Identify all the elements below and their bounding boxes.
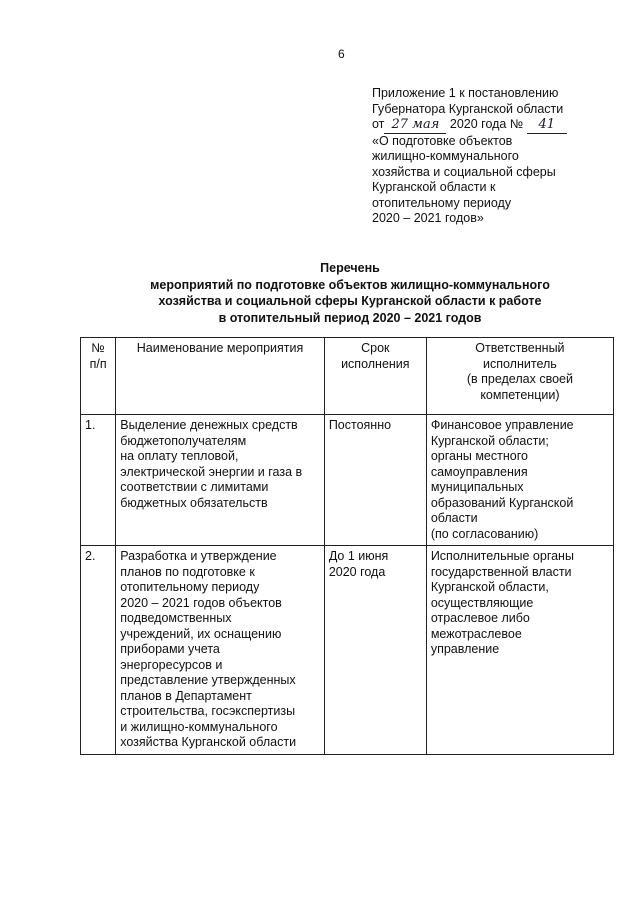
table-row (81, 546, 614, 755)
appendix-date-line (372, 117, 632, 134)
cell-line: До 1 июня (328, 549, 389, 563)
header-text: Срок (361, 341, 390, 355)
cell-line: самоуправления (430, 464, 528, 479)
header-text: п/п (89, 356, 107, 371)
appendix-line: Губернатора Курганской области (372, 101, 564, 116)
cell-line: Курганской области; (430, 433, 549, 448)
appendix-line: «О подготовке объектов (372, 133, 513, 148)
cell-line: учреждений, их оснащению (120, 626, 282, 641)
cell-line: государственной власти (430, 564, 572, 579)
appendix-line: Курганской области к (372, 180, 496, 194)
header-text: компетенции) (480, 387, 560, 402)
cell-line: на оплату тепловой, (120, 449, 239, 463)
cell-line: (по согласованию) (430, 526, 539, 541)
cell-line: Разработка и утверждение (120, 549, 277, 563)
appendix-from-prefix: от (372, 117, 385, 131)
table-row (81, 415, 614, 546)
cell-line: соответствии с лимитами (120, 480, 269, 494)
header-text: Наименование мероприятия (136, 341, 304, 355)
header-responsible (426, 338, 613, 415)
header-num (81, 338, 116, 415)
cell-line: бюджетных обязательств (120, 495, 268, 510)
cell-line: Курганской области, (430, 580, 549, 594)
cell-line: осуществляющие (430, 595, 534, 610)
appendix-line: отопительному периоду (372, 195, 512, 210)
cell-line: подведомственных (120, 611, 232, 625)
cell-line: управление (430, 642, 500, 656)
row-responsible (426, 415, 613, 546)
cell-line: отраслевое либо (430, 611, 530, 625)
cell-line: приборами учета (120, 642, 220, 656)
appendix-line: хозяйства и социальной сферы (372, 164, 556, 179)
cell-line: представление утвержденных (120, 673, 296, 687)
header-text: Ответственный (475, 341, 565, 355)
header-text: исполнения (341, 356, 410, 371)
cell-line: Исполнительные органы (430, 549, 574, 563)
title-line: в отопительный период 2020 – 2021 годов (218, 310, 482, 325)
cell-line: образований Курганской (430, 495, 574, 510)
title-line: Перечень (320, 261, 380, 275)
appendix-header (372, 86, 632, 227)
row-term (324, 415, 426, 546)
cell-line: энергоресурсов и (120, 657, 223, 672)
row-name (116, 546, 325, 755)
header-text: № (91, 341, 105, 355)
cell-line: органы местного (430, 449, 528, 463)
cell-line: 2020 – 2021 годов объектов (120, 595, 282, 610)
cell-line: области (430, 511, 478, 525)
row-responsible (426, 546, 613, 755)
appendix-line: жилищно-коммунального (372, 149, 519, 163)
header-term (324, 338, 426, 415)
header-name (116, 338, 325, 415)
appendix-year-text: 2020 года № (449, 117, 524, 131)
cell-line: муниципальных (430, 480, 524, 494)
title-line: хозяйства и социальной сферы Курганской области к работе (158, 294, 542, 308)
header-text: исполнитель (483, 356, 557, 371)
appendix-line: Приложение 1 к постановлению (372, 86, 559, 100)
cell-line: бюджетополучателям (120, 433, 247, 448)
handwritten-date: 27 мая (384, 117, 446, 134)
row-num: 1. (81, 415, 116, 546)
cell-line: отопительному периоду (120, 580, 260, 594)
measures-table (80, 337, 614, 755)
cell-line: 2020 года (328, 564, 386, 579)
document-title (100, 260, 600, 326)
row-name (116, 415, 325, 546)
cell-line: и жилищно-коммунального (120, 719, 278, 734)
page-number: 6 (338, 47, 345, 61)
handwritten-number: 41 (527, 117, 567, 134)
header-text: (в пределах своей (466, 372, 573, 386)
cell-line: Финансовое управление (430, 418, 574, 432)
title-line: мероприятий по подготовке объектов жилищно-коммунального (150, 277, 550, 292)
row-term (324, 546, 426, 755)
cell-line: электрической энергии и газа в (120, 464, 303, 479)
cell-line: Постоянно (328, 418, 392, 432)
appendix-line: 2020 – 2021 годов» (372, 211, 484, 225)
cell-line: межотраслевое (430, 626, 522, 641)
row-num: 2. (81, 546, 116, 755)
cell-line: строительства, госэкспертизы (120, 704, 296, 718)
cell-line: планов по подготовке к (120, 564, 255, 579)
cell-line: планов в Департамент (120, 688, 252, 703)
cell-line: Выделение денежных средств (120, 418, 298, 432)
cell-line: хозяйства Курганской области (120, 735, 297, 749)
table-header-row (81, 338, 614, 415)
